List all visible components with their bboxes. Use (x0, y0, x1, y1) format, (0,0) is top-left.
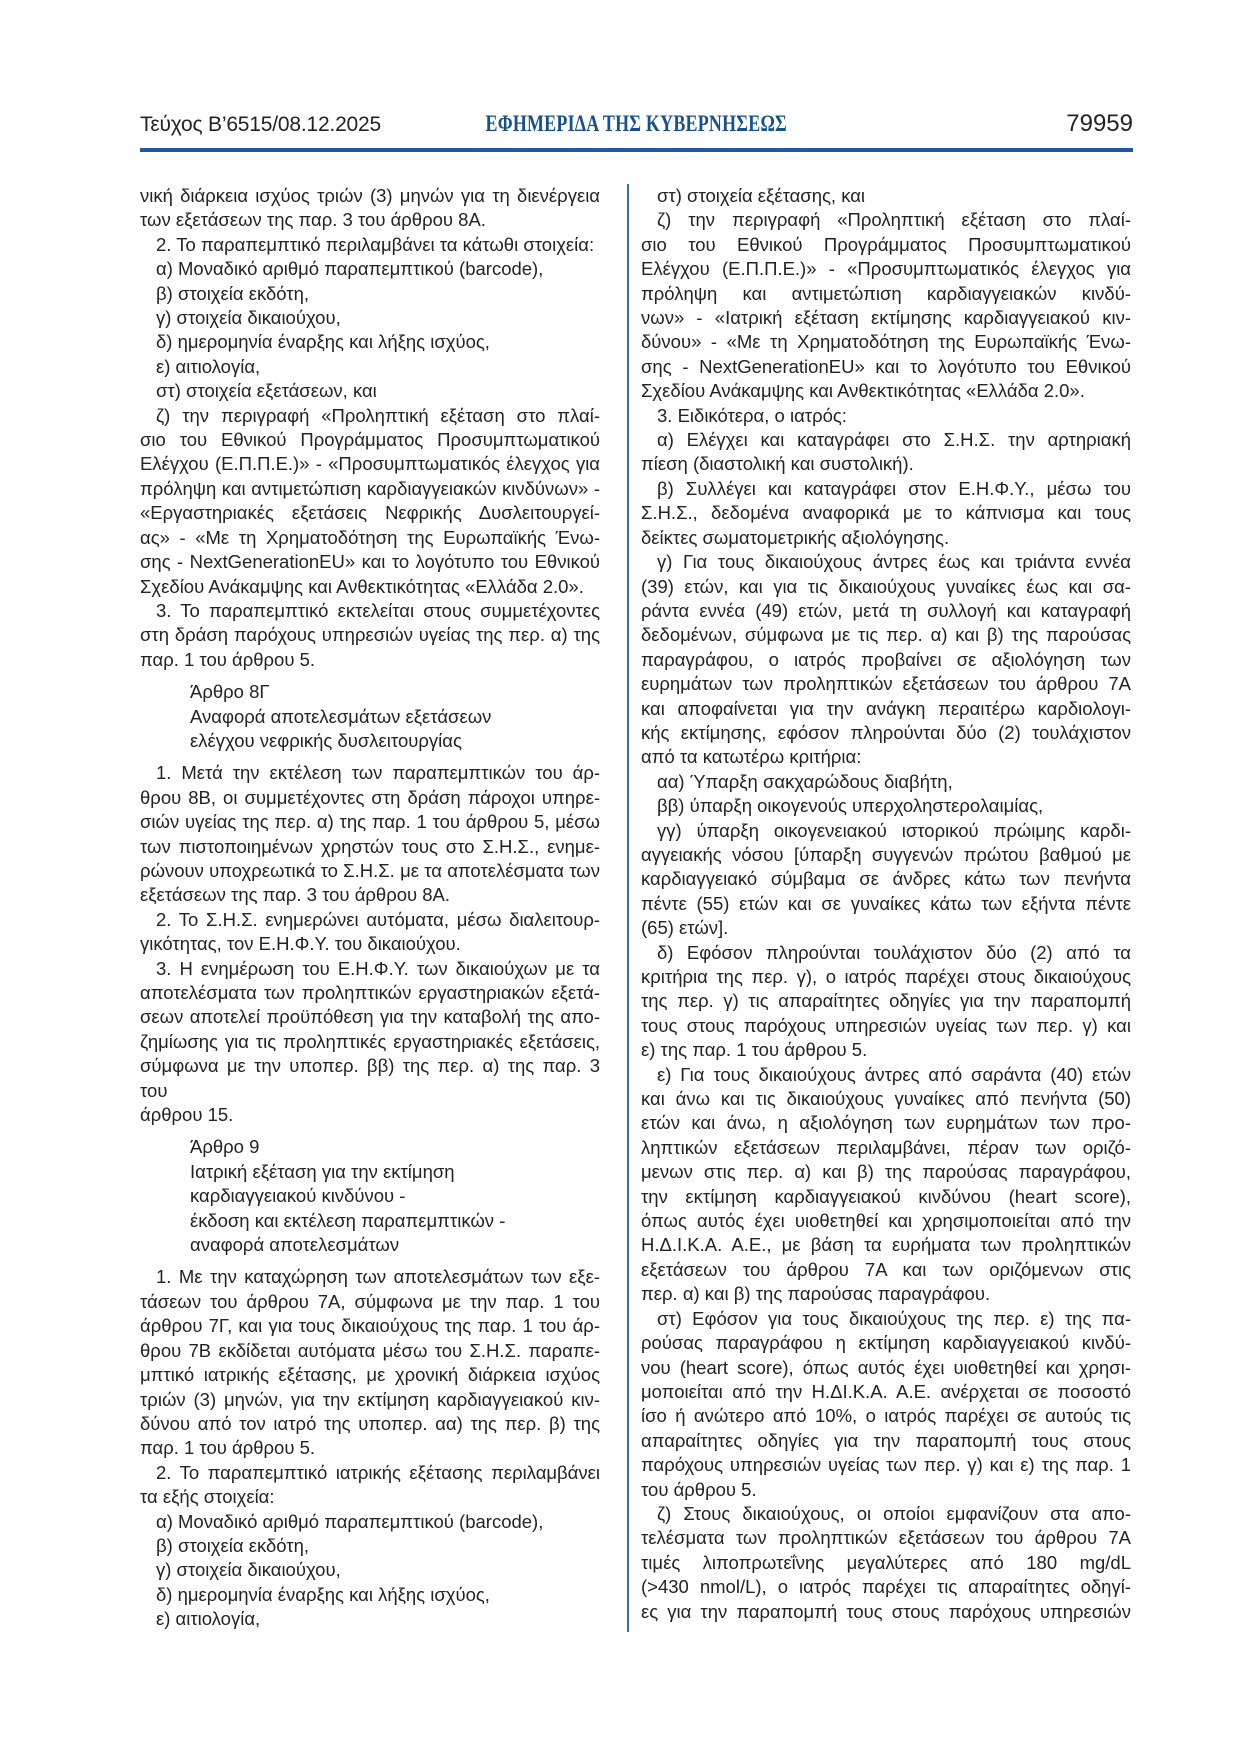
text-line: στ) στοιχεία εξέτασης, και (657, 185, 866, 206)
text-line: των πιστοποιημένων χρηστών τους στο Σ.Η.Σ., ενημε- (140, 835, 600, 857)
paragraph (641, 428, 1131, 477)
text-line: όπως αυτός έχει υιοθετηθεί και χρησιμοποιείται από την (641, 1210, 1131, 1232)
paragraph (641, 477, 1131, 550)
paragraph (140, 379, 600, 403)
text-line: (65) ετών]. (641, 917, 729, 939)
text-line: β) στοιχεία εκδότη, (156, 1534, 310, 1556)
paragraph (641, 1307, 1131, 1502)
text-line: ελέγχου νεφρικής δυσλειτουργίας (190, 729, 462, 751)
text-line: ζημίωσης για τις προληπτικές εργαστηριακές εξετάσεις, (140, 1030, 600, 1052)
text-line: σιο του Εθνικού Προγράμματος Προσυμπτωματικού (641, 233, 1131, 255)
paragraph (140, 233, 600, 257)
paragraph (641, 770, 1131, 794)
text-line: γ) Για τους δικαιούχους άντρες έως και τριάντα εννέα (657, 551, 1131, 573)
text-line: Ιατρική εξέταση για την εκτίμηση (190, 1160, 455, 1182)
paragraph (140, 257, 600, 281)
text-line: 3. Η ενημέρωση του Ε.Η.Φ.Υ. των δικαιούχων με τα (156, 957, 600, 979)
paragraph (641, 550, 1131, 770)
text-line: παραγράφου, ο ιατρός προβαίνει σε αξιολόγηση των (641, 648, 1131, 670)
text-line: β) στοιχεία εκδότη, (156, 282, 310, 304)
text-line: και αποφαίνεται για την ανάγκη περαιτέρω καρδιολογι- (641, 697, 1131, 719)
text-line: πίεση (διαστολική και συστολική). (641, 453, 914, 475)
gazette-title: ΕΦΗΜΕΡΙΔΑ ΤΗΣ ΚΥΒΕΡΝΗΣΕΩΣ (485, 111, 788, 136)
paragraph (140, 761, 600, 907)
paragraph (641, 404, 1131, 428)
text-line: Σχεδίου Ανάκαμψης και Ανθεκτικότητας «Ελλάδα 2.0». (641, 380, 1085, 402)
text-line: θρου 8Β, οι συμμετέχοντες στη δράση πάροχοι υπηρε- (140, 786, 600, 808)
text-line: νων» - «Ιατρική εξέταση εκτίμησης καρδιαγγειακού κιν- (641, 307, 1131, 329)
text-line: α) Μοναδικό αριθμό παραπεμπτικού (barcode), (156, 258, 544, 280)
text-line: σιο του Εθνικού Προγράμματος Προσυμπτωματικού (140, 429, 600, 451)
text-line: ζ) την περιγραφή «Προληπτική εξέταση στο πλαί- (156, 404, 600, 426)
paragraph (140, 908, 600, 957)
text-line: δ) ημερομηνία έναρξης και λήξης ισχύος, (156, 1583, 490, 1605)
issue-label: Τεύχος Β’6515/08.12.2025 (140, 113, 381, 136)
text-line: δύνου» - «Με τη Χρηματοδότηση της Ευρωπαϊκής Ένω- (641, 331, 1131, 353)
text-line: αναφορά αποτελεσμάτων (190, 1234, 400, 1256)
paragraph (140, 1583, 600, 1607)
paragraph (140, 599, 600, 672)
text-line: θρου 7Β εκδίδεται αυτόματα μέσω του Σ.Η.Σ. παραπε- (140, 1339, 600, 1361)
text-line: σύμφωνα με την υποπερ. ββ) της περ. α) της παρ. 3 του (140, 1055, 600, 1101)
text-line: τελέσματα των προληπτικών εξετάσεων του άρθρου 7Α (641, 1527, 1131, 1549)
paragraph (641, 208, 1131, 403)
paragraph (641, 941, 1131, 1063)
text-line: ζ) Στους δικαιούχους, οι οποίοι εμφανίζουν στα απο- (657, 1502, 1131, 1524)
text-line: αα) Ύπαρξη σακχαρώδους διαβήτη, (657, 770, 953, 792)
left-column (140, 184, 600, 1632)
text-line: ε) Για τους δικαιούχους άντρες από σαράντα (40) ετών (657, 1063, 1131, 1085)
text-line: 2. Το παραπεμπτικό ιατρικής εξέτασης περιλαμβάνει (156, 1461, 600, 1483)
text-line: στη δράση παρόχους υπηρεσιών υγείας της περ. α) της (140, 624, 600, 646)
text-line: 3. Ειδικότερα, ο ιατρός: (657, 404, 847, 426)
paragraph (140, 957, 600, 1128)
paragraph (140, 1510, 600, 1534)
text-line: έκδοση και εκτέλεση παραπεμπτικών - (190, 1209, 506, 1231)
text-line: ε) της παρ. 1 του άρθρου 5. (641, 1039, 868, 1061)
text-line: ας» - «Με τη Χρηματοδότηση της Ευρωπαϊκής Ένω- (140, 526, 600, 548)
paragraph (140, 404, 600, 599)
text-line: μπτικό ιατρικής εξέτασης, με χρονική διάρκεια ισχύος (140, 1364, 600, 1386)
text-line: σιών υγείας της περ. α) της παρ. 1 του άρθρου 5, μέσω (140, 811, 600, 833)
paragraph (140, 1534, 600, 1558)
text-line: δ) ημερομηνία έναρξης και λήξης ισχύος, (156, 331, 490, 353)
text-line: ζ) την περιγραφή «Προληπτική εξέταση στο πλαί- (657, 209, 1131, 231)
text-line: ληπτικών εξετάσεων περιλαμβάνει, πέραν των οριζό- (641, 1136, 1131, 1158)
text-line: την εκτίμηση καρδιαγγειακού κινδύνου (heart score), (641, 1185, 1131, 1207)
paragraph (641, 1063, 1131, 1307)
text-line: της περ. γ) τις απαραίτητες οδηγίες για την παραπομπή (641, 990, 1131, 1012)
text-line: νική διάρκεια ισχύος τριών (3) μηνών για τη διενέργεια (140, 185, 600, 206)
text-line: α) Μοναδικό αριθμό παραπεμπτικού (barcode), (156, 1510, 544, 1532)
text-line: γγ) ύπαρξη οικογενειακού ιστορικού πρώιμης καρδι- (657, 819, 1131, 841)
text-line: σης - NextGenerationEU» και το λογότυπο του Εθνικού (140, 551, 600, 573)
paragraph (641, 794, 1131, 818)
text-line: Σ.Η.Σ., δεδομένα αναφορικά με το κάπνισμα και τους (641, 502, 1131, 524)
text-line: Άρθρο 9 (190, 1136, 260, 1158)
text-line: τα εξής στοιχεία: (140, 1486, 275, 1508)
text-line: καρδιαγγειακό σύμβαμα σε άνδρες κάτω των πενήντα (641, 868, 1131, 890)
text-line: στ) στοιχεία εξετάσεων, και (156, 380, 377, 402)
paragraph (641, 819, 1131, 941)
text-line: γ) στοιχεία δικαιούχου, (156, 1559, 341, 1581)
text-line: καρδιαγγειακού κινδύνου - (190, 1185, 406, 1207)
text-line: δύνου από τον ιατρό της υποπερ. αα) της περ. β) της (140, 1412, 600, 1434)
right-column (641, 184, 1131, 1632)
text-line: ε) αιτιολογία, (156, 355, 261, 377)
text-line: μενων στις περ. α) και β) της παρούσας παραγράφου, (641, 1161, 1131, 1183)
text-line: 1. Με την καταχώρηση των αποτελεσμάτων των εξε- (156, 1266, 600, 1288)
paragraph (140, 184, 600, 233)
text-line: ράντα εννέα (49) ετών, μετά τη συλλογή και καταγραφή (641, 599, 1131, 621)
article-heading (190, 680, 600, 753)
text-line: ρούσας παραγράφου η εκτίμηση καρδιαγγειακού κινδύ- (641, 1332, 1131, 1354)
paragraph (140, 330, 600, 354)
paragraph (140, 282, 600, 306)
text-line: εξετάσεων του άρθρου 7Α και των οριζόμενων στις (641, 1258, 1131, 1280)
text-line: αγγειακής νόσου [ύπαρξη συγγενών πρώτου βαθμού με (641, 843, 1131, 865)
column-divider (627, 184, 629, 1632)
content-columns (140, 184, 1133, 1632)
text-line: τάσεων του άρθρου 7Α, σύμφωνα με την παρ. 1 του (140, 1290, 600, 1312)
text-line: (>430 nmol/L), ο ιατρός παρέχει τις απαραίτητες οδηγί- (641, 1576, 1131, 1598)
text-line: κής εκτίμησης, εφόσον πληρούνται δύο (2) τουλάχιστον (641, 721, 1131, 743)
text-line: σης - NextGenerationEU» και το λογότυπο του Εθνικού (641, 355, 1131, 377)
text-line: ββ) ύπαρξη οικογενούς υπερχοληστερολαιμίας, (657, 795, 1044, 817)
text-line: του άρθρου 5. (641, 1478, 757, 1500)
text-line: παρ. 1 του άρθρου 5. (140, 648, 316, 670)
text-line: περ. α) και β) της παρούσας παραγράφου. (641, 1283, 991, 1305)
text-line: πρόληψη και αντιμετώπιση καρδιαγγειακών κινδύνων» - (140, 477, 600, 499)
text-line: Άρθρο 8Γ (190, 681, 270, 703)
text-line: παρ. 1 του άρθρου 5. (140, 1437, 316, 1459)
text-line: Ελέγχου (Ε.Π.Π.Ε.)» - «Προσυμπτωματικός έλεγχος για (140, 453, 600, 475)
text-line: α) Ελέγχει και καταγράφει στο Σ.Η.Σ. την αρτηριακή (657, 429, 1131, 451)
text-line: 2. Το παραπεμπτικό περιλαμβάνει τα κάτωθι στοιχεία: (156, 233, 595, 255)
text-line: μοποιείται από την Η.ΔΙ.Κ.Α. Α.Ε. ανέρχεται σε ποσοστό (641, 1380, 1131, 1402)
text-line: 3. Το παραπεμπτικό εκτελείται στους συμμετέχοντες (156, 599, 600, 621)
page-number: 79959 (1066, 110, 1133, 137)
text-line: άρθρου 15. (140, 1104, 234, 1126)
text-line: παρόχους υπηρεσιών υγείας των περ. γ) και ε) της παρ. 1 (641, 1454, 1131, 1476)
text-line: τους στους παρόχους υπηρεσιών υγείας των περ. γ) και (641, 1014, 1131, 1036)
article-heading (190, 1135, 600, 1257)
text-line: απαραίτητες οδηγίες για την παραπομπή τους στους (641, 1429, 1131, 1451)
text-line: αποτελέσματα των προληπτικών εργαστηριακών εξετά- (140, 982, 600, 1003)
text-line: 2. Το Σ.Η.Σ. ενημερώνει αυτόματα, μέσω διαλειτουρ- (156, 908, 600, 930)
text-line: γ) στοιχεία δικαιούχου, (156, 307, 341, 329)
paragraph (641, 1502, 1131, 1624)
text-line: και άνω και τις δικαιούχους γυναίκες από πενήντα (50) (641, 1088, 1131, 1110)
text-line: ε) αιτιολογία, (156, 1608, 261, 1630)
header-rule (140, 148, 1133, 152)
text-line: σεων αποτελεί προϋπόθεση για την καταβολή της απο- (140, 1006, 600, 1028)
text-line: των εξετάσεων της παρ. 3 του άρθρου 8Α. (140, 209, 486, 231)
text-line: νου (heart score), όπως αυτός έχει υιοθετηθεί και χρησι- (641, 1356, 1131, 1378)
text-line: β) Συλλέγει και καταγράφει στον Ε.Η.Φ.Υ., μέσω του (657, 477, 1131, 499)
text-line: δείκτες σωματομετρικής αξιολόγησης. (641, 526, 950, 548)
text-line: τιμές λιποπρωτεΐνης μεγαλύτερες από 180 mg/dL (641, 1551, 1131, 1573)
text-line: Σχεδίου Ανάκαμψης και Ανθεκτικότητας «Ελλάδα 2.0». (140, 575, 584, 597)
text-line: δεδομένων, σύμφωνα με τις περ. α) και β) της παρούσας (641, 624, 1131, 646)
paragraph (140, 1558, 600, 1582)
paragraph (641, 184, 1131, 208)
text-line: πρόληψη και αντιμετώπιση καρδιαγγειακών κινδύ- (641, 282, 1131, 304)
text-line: ρώνουν υποχρεωτικά το Σ.Η.Σ. με τα αποτελέσματα των (140, 859, 600, 881)
paragraph (140, 1461, 600, 1510)
paragraph (140, 355, 600, 379)
text-line: εξετάσεων της παρ. 3 του άρθρου 8Α. (140, 884, 451, 906)
text-line: τριών (3) μηνών, για την εκτίμηση καρδιαγγειακού κιν- (140, 1388, 600, 1410)
text-line: κριτήρια της περ. γ), ο ιατρός παρέχει στους δικαιούχους (641, 966, 1131, 987)
text-line: Η.Δ.Ι.Κ.Α. Α.Ε., με βάση τα ευρήματα των προληπτικών (641, 1234, 1131, 1256)
text-line: γικότητας, τον Ε.Η.Φ.Υ. του δικαιούχου. (140, 933, 461, 955)
text-line: δ) Εφόσον πληρούνται τουλάχιστον δύο (2) από τα (657, 941, 1131, 963)
paragraph (140, 1607, 600, 1631)
text-line: 1. Μετά την εκτέλεση των παραπεμπτικών του άρ- (156, 762, 600, 784)
text-line: Ελέγχου (Ε.Π.Π.Ε.)» - «Προσυμπτωματικός έλεγχος για (641, 258, 1131, 280)
text-line: Αναφορά αποτελεσμάτων εξετάσεων (190, 705, 492, 727)
text-line: ες για την παραπομπή τους στους παρόχους υπηρεσιών (641, 1600, 1131, 1622)
text-line: ετών και άνω, η αξιολόγηση των ευρημάτων των προ- (641, 1112, 1131, 1134)
text-line: πέντε (55) ετών και σε γυναίκες κάτω των εξήντα πέντε (641, 892, 1131, 914)
text-line: «Εργαστηριακές εξετάσεις Νεφρικής Δυσλειτουργεί- (140, 502, 600, 524)
text-line: ίσο ή ανώτερο από 10%, ο ιατρός παρέχει σε αυτούς τις (641, 1405, 1131, 1427)
paragraph (140, 1265, 600, 1460)
text-line: άρθρου 7Γ, και για τους δικαιούχους της παρ. 1 του άρ- (140, 1315, 600, 1337)
text-line: από τα κατωτέρω κριτήρια: (641, 746, 862, 768)
text-line: στ) Εφόσον για τους δικαιούχους της περ. ε) της πα- (657, 1307, 1131, 1329)
text-line: ευρημάτων των προληπτικών εξετάσεων του άρθρου 7Α (641, 673, 1131, 695)
text-line: (39) ετών, και για τις δικαιούχους γυναίκες έως και σα- (641, 575, 1131, 597)
paragraph (140, 306, 600, 330)
page-header (140, 110, 1133, 138)
